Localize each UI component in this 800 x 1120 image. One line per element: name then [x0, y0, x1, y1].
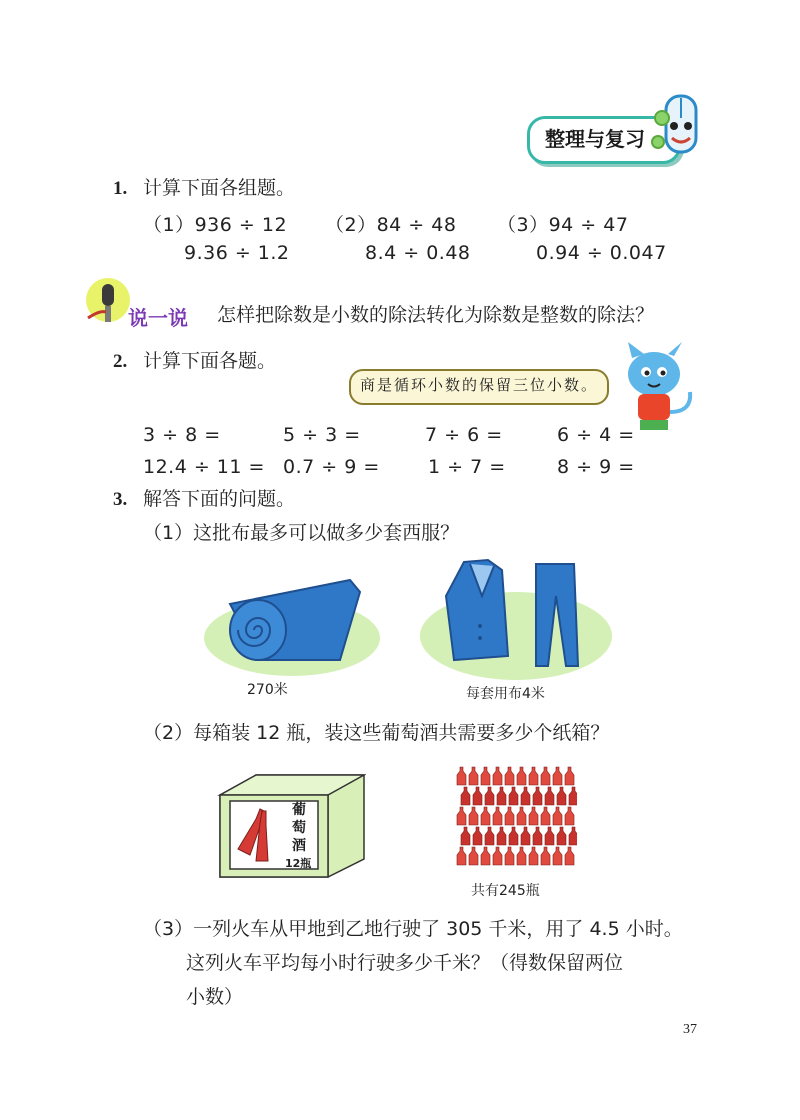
q2-item-8: 8 ÷ 9 =: [557, 456, 635, 478]
say-label: 说一说: [128, 306, 188, 330]
q2-item-7: 1 ÷ 7 =: [428, 456, 506, 478]
q2-item-6: 0.7 ÷ 9 =: [283, 456, 380, 478]
page-number: 37: [683, 1022, 697, 1037]
suit-image: [418, 556, 614, 686]
q2-number: 2.: [113, 351, 128, 372]
bottles-caption: 共有245瓶: [471, 883, 540, 899]
hint-text: 商是循环小数的保留三位小数。: [360, 376, 599, 394]
q1-item-3b: 0.94 ÷ 0.047: [536, 242, 667, 264]
section-title: 整理与复习: [545, 127, 645, 151]
q1-item-2b: 8.4 ÷ 0.48: [365, 242, 471, 264]
q2-item-3: 7 ÷ 6 =: [425, 424, 503, 446]
box-label: [292, 801, 306, 855]
cloth-caption: 270米: [247, 682, 288, 698]
box-label-char-3: 酒: [292, 838, 306, 854]
q2-item-1: 3 ÷ 8 =: [143, 424, 221, 446]
q3-part1-text: （1）这批布最多可以做多少套西服？: [143, 522, 460, 544]
q2-item-4: 6 ÷ 4 =: [557, 424, 635, 446]
q1-item-1b: 9.36 ÷ 1.2: [184, 242, 290, 264]
mouse-mascot-icon: [648, 92, 708, 172]
q1-item-3a: （3）94 ÷ 47: [497, 214, 629, 236]
suit-caption: 每套用布4米: [466, 686, 545, 702]
q2-title: 计算下面各题。: [143, 350, 277, 372]
q1-title: 计算下面各组题。: [143, 177, 296, 199]
box-label-char-2: 萄: [292, 820, 306, 836]
box-label-char-1: 葡: [292, 802, 306, 818]
q1-item-1a: （1）936 ÷ 12: [143, 214, 288, 236]
q2-item-5: 12.4 ÷ 11 =: [143, 456, 265, 478]
q1-item-2a: （2）84 ÷ 48: [325, 214, 457, 236]
q3-part3-line3: 小数）: [186, 986, 244, 1008]
q3-number: 3.: [113, 489, 128, 510]
say-question: 怎样把除数是小数的除法转化为除数是整数的除法？: [217, 304, 655, 326]
q1-number: 1.: [113, 178, 128, 199]
wine-bottles-image: [453, 763, 577, 875]
q2-item-2: 5 ÷ 3 =: [283, 424, 361, 446]
box-count: 12瓶: [285, 857, 312, 870]
q3-title: 解答下面的问题。: [143, 488, 296, 510]
q3-part3-line1: （3）一列火车从甲地到乙地行驶了 305 千米，用了 4.5 小时。: [143, 918, 683, 940]
q3-part3-line2: 这列火车平均每小时行驶多少千米？（得数保留两位: [186, 952, 624, 974]
cloth-roll-image: [200, 560, 380, 680]
q3-part2-text: （2）每箱装 12 瓶，装这些葡萄酒共需要多少个纸箱？: [143, 722, 610, 744]
